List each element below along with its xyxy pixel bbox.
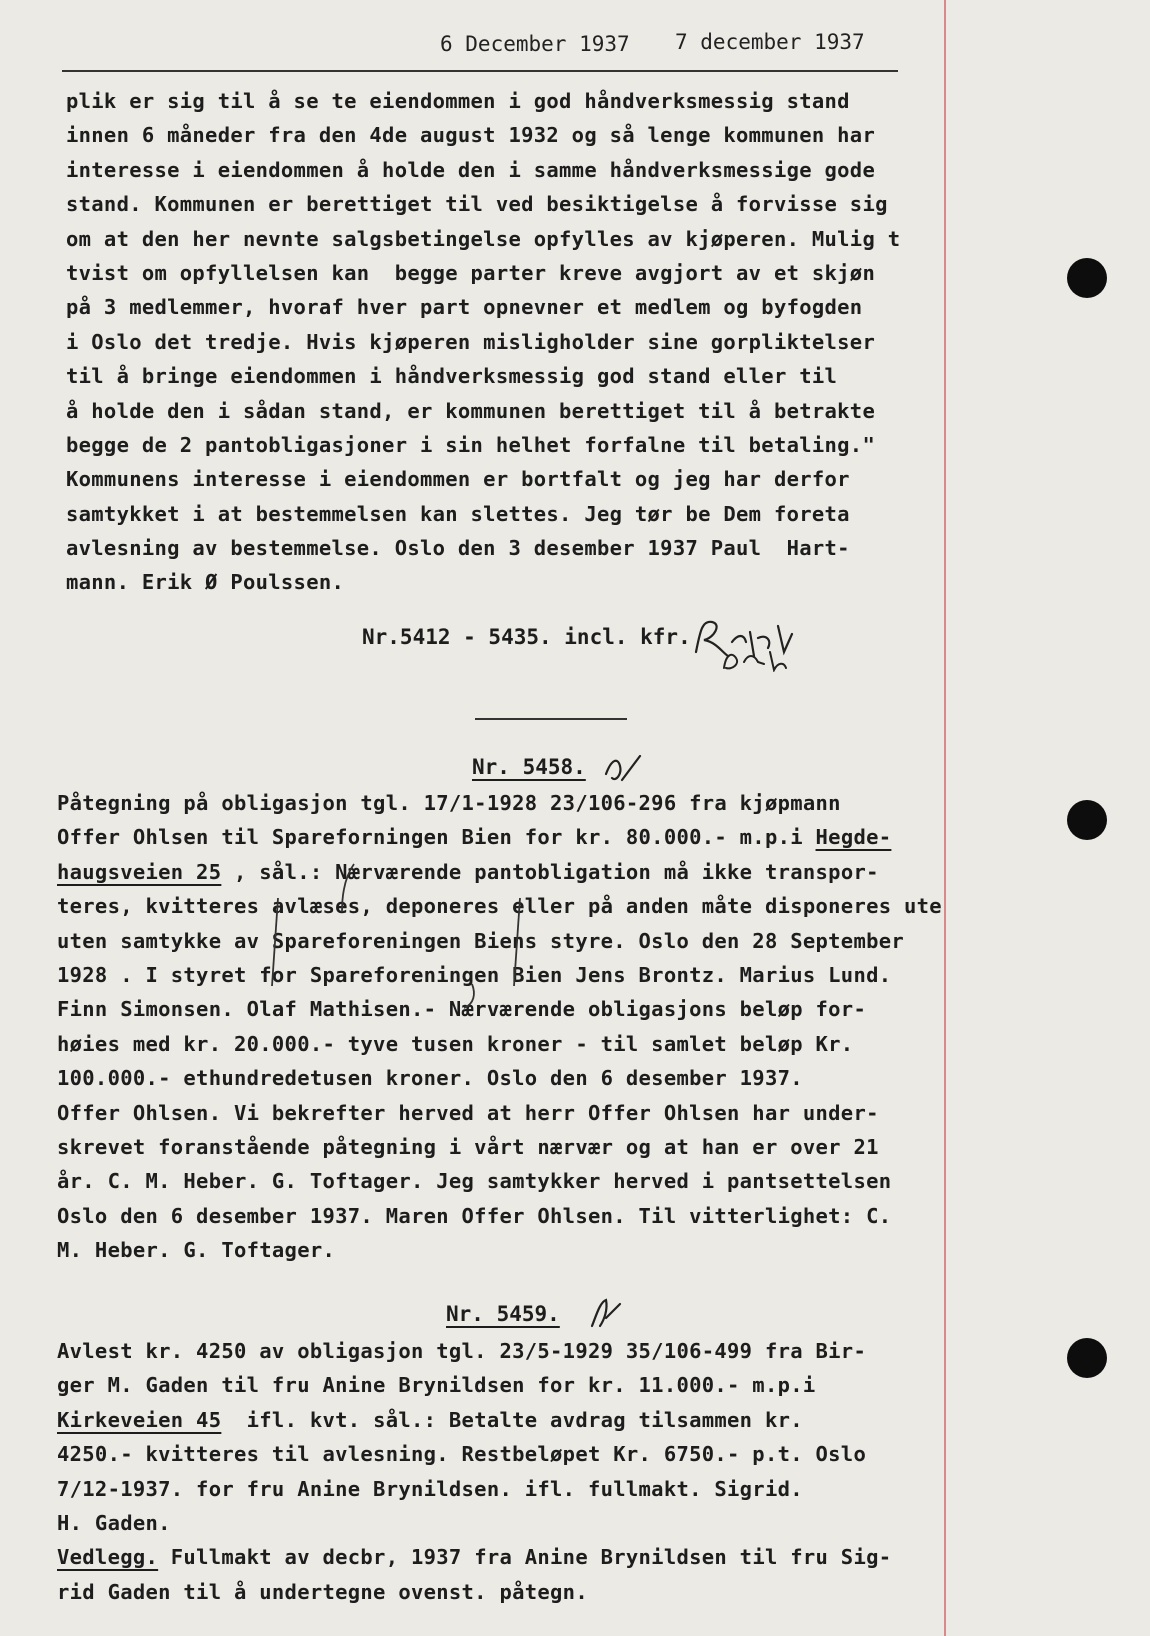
address-underlined: Hegde- xyxy=(815,825,892,850)
header-rule xyxy=(62,70,898,72)
text-line: uten samtykke av Spareforeningen Biens styre. Oslo den 28 September xyxy=(57,928,905,953)
text-line-part: Offer Ohlsen til Spareforningen Bien for kr. 80.000.- m.p.i xyxy=(57,825,816,850)
date-left: 6 December 1937 xyxy=(440,32,630,56)
address-underlined: Kirkeveien 45 xyxy=(57,1407,222,1432)
text-line: tvist om opfyllelsen kan begge parter kreve avgjort av et skjøn xyxy=(66,260,876,285)
text-line: samtykket i at bestemmelsen kan slettes. Jeg tør be Dem foreta xyxy=(66,501,850,526)
text-line: H. Gaden. xyxy=(57,1510,171,1535)
continuation-text xyxy=(66,84,900,600)
margin-line xyxy=(944,0,946,1636)
entry-5459-text xyxy=(57,1334,891,1609)
text-line: interesse i eiendommen å holde den i samme håndverksmessige gode xyxy=(66,157,876,182)
text-line: Oslo den 6 desember 1937. Maren Offer Ohlsen. Til vitterlighet: C. xyxy=(57,1203,892,1228)
binder-hole xyxy=(1067,1338,1107,1378)
text-line: 7/12-1937. for fru Anine Brynildsen. ifl. fullmakt. Sigrid. xyxy=(57,1476,803,1501)
text-line xyxy=(57,820,942,854)
tick-mark-5458 xyxy=(600,752,646,786)
text-line-part: ifl. kvt. sål.: Betalte avdrag tilsammen kr. xyxy=(221,1407,803,1432)
text-line: avlesning av bestemmelse. Oslo den 3 desember 1937 Paul Hart- xyxy=(66,536,850,561)
text-line: begge de 2 pantobligasjoner i sin helhet forfalne til betaling." xyxy=(66,432,876,457)
tick-mark-5459 xyxy=(586,1296,626,1332)
text-line xyxy=(57,1540,891,1574)
text-line: Finn Simonsen. Olaf Mathisen.- Nærværende obligasjons beløp for- xyxy=(57,997,867,1022)
binder-hole xyxy=(1067,258,1107,298)
entry-5459-heading: Nr. 5459. xyxy=(446,1302,560,1326)
date-right: 7 december 1937 xyxy=(675,30,865,54)
text-line: ger M. Gaden til fru Anine Brynildsen for kr. 11.000.- m.p.i xyxy=(57,1373,816,1398)
text-line: innen 6 måneder fra den 4de august 1932 og så lenge kommunen har xyxy=(66,123,876,148)
text-line: plik er sig til å se te eiendommen i god håndverksmessig stand xyxy=(66,89,850,113)
attachment-label: Vedlegg. xyxy=(57,1545,159,1570)
text-line: teres, kvitteres avlæses, deponeres eller på anden måte disponeres ute xyxy=(57,894,942,919)
text-line: til å bringe eiendommen i håndverksmessig god stand eller til xyxy=(66,364,838,389)
initials-signature xyxy=(688,612,858,672)
text-line: i Oslo det tredje. Hvis kjøperen misligholder sine gorpliktelser xyxy=(66,329,876,354)
reference-line: Nr.5412 - 5435. incl. kfr. xyxy=(362,625,691,649)
text-line: M. Heber. G. Toftager. xyxy=(57,1238,336,1263)
text-line: å holde den i sådan stand, er kommunen berettiget til å betrakte xyxy=(66,398,876,423)
text-line: Kommunens interesse i eiendommen er bortfalt og jeg har derfor xyxy=(66,467,850,492)
text-line: høies med kr. 20.000.- tyve tusen kroner - til samlet beløp Kr. xyxy=(57,1031,854,1056)
text-line: Offer Ohlsen. Vi bekrefter herved at herr Offer Ohlsen har under- xyxy=(57,1100,879,1125)
text-line: om at den her nevnte salgsbetingelse opfylles av kjøperen. Mulig t xyxy=(66,226,901,251)
text-line: Påtegning på obligasjon tgl. 17/1-1928 23/106-296 fra kjøpmann xyxy=(57,791,841,815)
binder-hole xyxy=(1067,800,1107,840)
text-line-part: Fullmakt av decbr, 1937 fra Anine Brynildsen til fru Sig- xyxy=(158,1545,892,1570)
text-line: 4250.- kvitteres til avlesning. Restbeløpet Kr. 6750.- p.t. Oslo xyxy=(57,1442,867,1467)
text-line: 100.000.- ethundredetusen kroner. Oslo den 6 desember 1937. xyxy=(57,1066,803,1091)
address-underlined: haugsveien 25 xyxy=(57,859,222,884)
text-line: Avlest kr. 4250 av obligasjon tgl. 23/5-1929 35/106-499 fra Bir- xyxy=(57,1339,867,1363)
pencil-bracket-marks xyxy=(250,858,810,1028)
text-line: år. C. M. Heber. G. Toftager. Jeg samtykker herved i pantsettelsen xyxy=(57,1169,892,1194)
text-line: stand. Kommunen er berettiget til ved besiktigelse å forvisse sig xyxy=(66,192,888,217)
text-line: skrevet foranstående påtegning i vårt nærvær og at han er over 21 xyxy=(57,1134,879,1159)
entry-5458-heading: Nr. 5458. xyxy=(472,755,586,779)
text-line: mann. Erik Ø Poulssen. xyxy=(66,570,345,595)
text-line xyxy=(57,1403,891,1437)
text-line: rid Gaden til å undertegne ovenst. påtegn. xyxy=(57,1579,588,1604)
text-line: på 3 medlemmer, hvoraf hver part opnevner et medlem og byfogden xyxy=(66,295,863,320)
section-rule xyxy=(475,718,627,720)
text-line: 1928 . I styret for Spareforeningen Bien Jens Brontz. Marius Lund. xyxy=(57,962,892,987)
text-line-part: , sål.: Nærværende pantobligation må ikke transpor- xyxy=(221,859,879,884)
